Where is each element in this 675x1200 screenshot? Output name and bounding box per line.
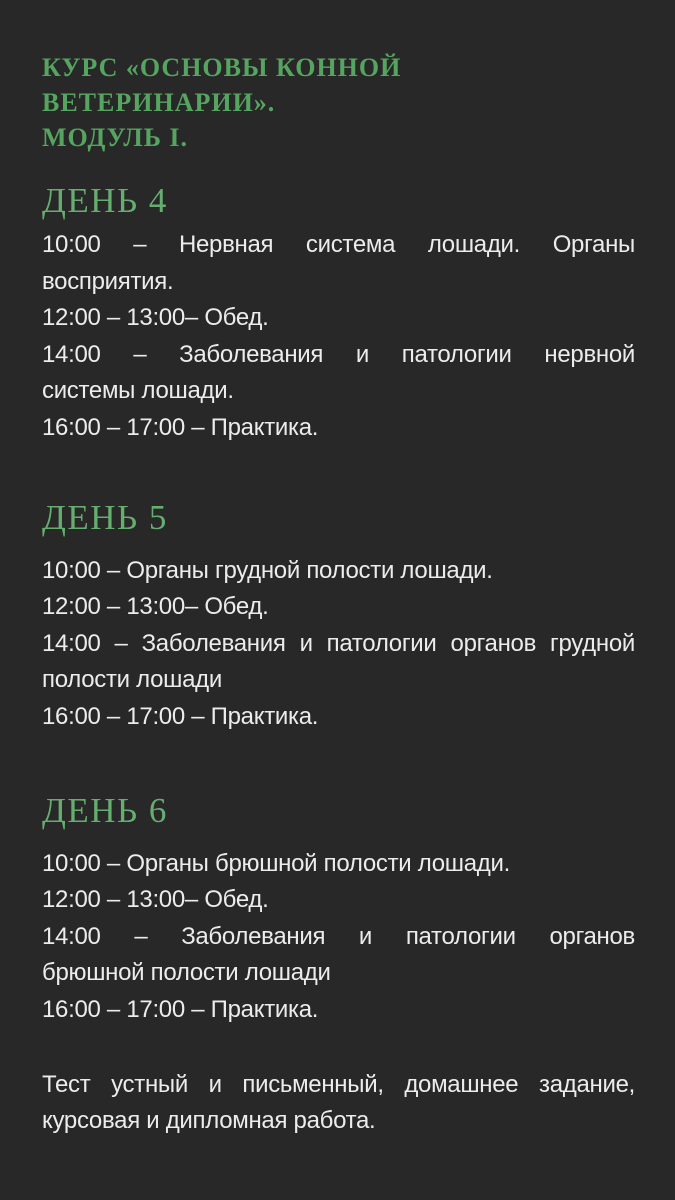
schedule-line: 12:00 – 13:00– Обед. — [42, 593, 269, 621]
schedule-line: 16:00 – 17:00 – Практика. — [42, 413, 319, 441]
schedule-line: восприятия. — [42, 267, 174, 295]
course-title — [42, 50, 635, 155]
day-6-heading: ДЕНЬ 6 — [42, 790, 168, 830]
schedule-line: 12:00 – 13:00– Обед. — [42, 886, 269, 914]
schedule-line: 10:00 – Органы брюшной полости лошади. — [42, 849, 510, 877]
course-title-line-1: КУРС «ОСНОВЫ КОННОЙ ВЕТЕРИНАРИИ». — [42, 53, 402, 117]
day-6-entries — [42, 846, 635, 1029]
schedule-line: 12:00 – 13:00– Обед. — [42, 304, 269, 332]
schedule-line: 14:00 – Заболевания и патологии нервной — [42, 340, 635, 368]
schedule-line: 10:00 – Органы грудной полости лошади. — [42, 556, 493, 584]
schedule-line: 14:00 – Заболевания и патологии органов — [42, 922, 635, 950]
schedule-line: 16:00 – 17:00 – Практика. — [42, 702, 319, 730]
day-5-entries — [42, 553, 635, 736]
day-6-section — [42, 790, 635, 1029]
schedule-line: полости лошади — [42, 666, 222, 694]
assessment-note-line: курсовая и дипломная работа. — [42, 1107, 376, 1135]
assessment-note-line: Тест устный и письменный, домашнее задание, — [42, 1070, 635, 1098]
schedule-line: системы лошади. — [42, 377, 234, 405]
schedule-line: 16:00 – 17:00 – Практика. — [42, 995, 319, 1023]
schedule-line: брюшной полости лошади — [42, 959, 331, 987]
day-4-section — [42, 180, 635, 447]
day-4-entries — [42, 227, 635, 447]
day-4-heading: ДЕНЬ 4 — [42, 181, 168, 220]
day-5-section — [42, 497, 635, 736]
course-title-line-2: МОДУЛЬ I. — [42, 123, 189, 152]
schedule-line: 14:00 – Заболевания и патологии органов грудной — [42, 629, 635, 657]
day-5-heading: ДЕНЬ 5 — [42, 497, 168, 537]
assessment-note — [42, 1067, 635, 1140]
schedule-line: 10:00 – Нервная система лошади. Органы — [42, 231, 635, 258]
